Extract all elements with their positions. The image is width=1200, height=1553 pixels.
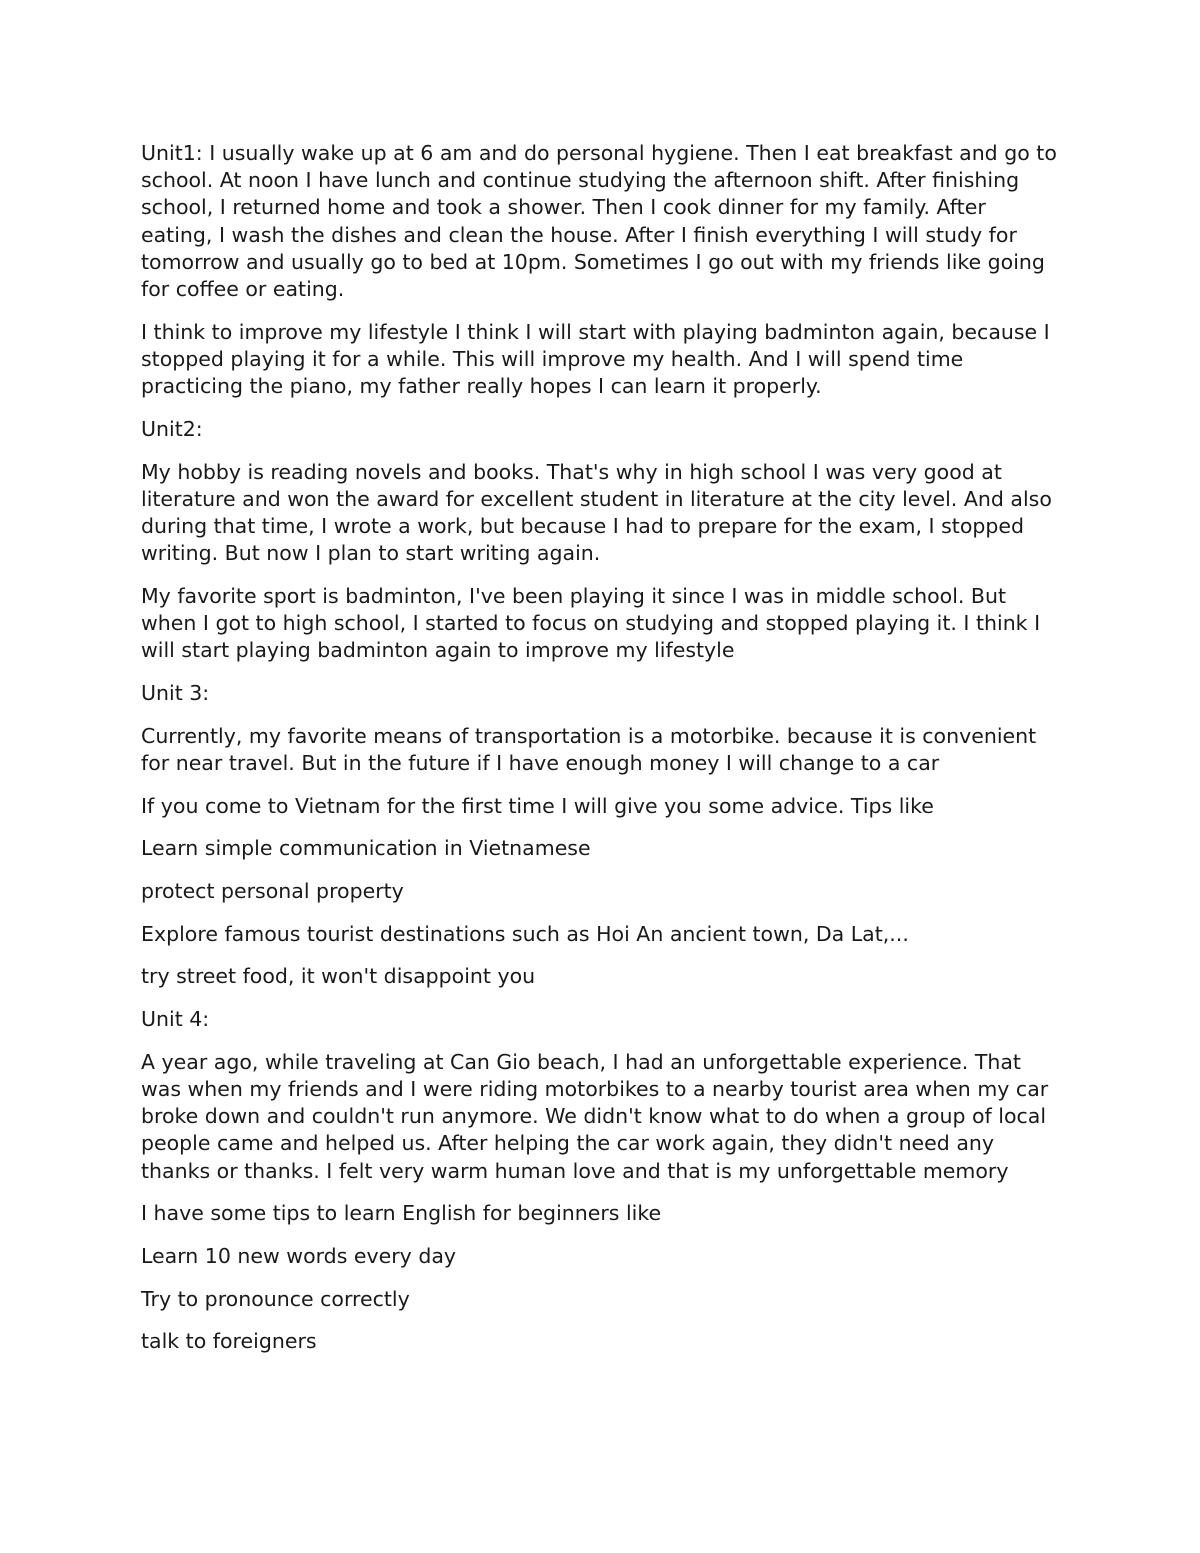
paragraph-tip-property: protect personal property [141, 878, 404, 903]
paragraph-tip-destinations: Explore famous tourist destinations such as Hoi An ancient town, Da Lat,... [141, 921, 909, 946]
document-body [141, 140, 1061, 1371]
paragraph-tip-foreigners: talk to foreigners [141, 1329, 317, 1354]
paragraph-tip-street-food: try street food, it won't disappoint you [141, 964, 536, 989]
paragraph-unit1-routine: Unit1: I usually wake up at 6 am and do personal hygiene. Then I eat breakfast and go to school. At noon I have lunch and continue studying the afternoon shift. After finishing school, I returned home and took a shower. Then I cook dinner for my family. After eating, I wash the dishes and clean the house. After I finish everything I will study for tomorrow and usually go to bed at 10pm. Sometimes I go out with my friends like going for coffee or eating. [141, 141, 1057, 302]
paragraph-tip-pronounce: Try to pronounce correctly [141, 1286, 410, 1311]
heading-unit3: Unit 3: [141, 680, 210, 705]
paragraph-experience: A year ago, while traveling at Can Gio beach, I had an unforgettable experience. That was when my friends and I were riding motorbikes to a nearby tourist area when my car broke down and couldn't run anymore. We didn't know what to do when a group of local people came and helped us. After helping the car work again, they didn't need any thanks or thanks. I felt very warm human love and that is my unforgettable memory [141, 1049, 1049, 1183]
paragraph-english-tips-intro: I have some tips to learn English for beginners like [141, 1201, 662, 1226]
paragraph-tip-new-words: Learn 10 new words every day [141, 1244, 457, 1268]
paragraph-tip-communication: Learn simple communication in Vietnamese [141, 836, 591, 861]
paragraph-vietnam-tips-intro: If you come to Vietnam for the first time I will give you some advice. Tips like [141, 793, 934, 818]
paragraph-sport: My favorite sport is badminton, I've been playing it since I was in middle school. But when I got to high school, I started to focus on studying and stopped playing it. I think I will start playing badminton again to improve my lifestyle [141, 583, 1041, 663]
heading-unit4: Unit 4: [141, 1007, 210, 1032]
paragraph-transport: Currently, my favorite means of transportation is a motorbike. because it is convenient for near travel. But in the future if I have enough money I will change to a car [141, 723, 1037, 775]
paragraph-hobby: My hobby is reading novels and books. That's why in high school I was very good at literature and won the award for excellent student in literature at the city level. And also during that time, I wrote a work, but because I had to prepare for the exam, I stopped writing. But now I plan to start writing again. [141, 459, 1052, 566]
paragraph-lifestyle: I think to improve my lifestyle I think I will start with playing badminton again, because I stopped playing it for a while. This will improve my health. And I will spend time practicing the piano, my father really hopes I can learn it properly. [141, 319, 1050, 399]
heading-unit2: Unit2: [141, 416, 203, 441]
